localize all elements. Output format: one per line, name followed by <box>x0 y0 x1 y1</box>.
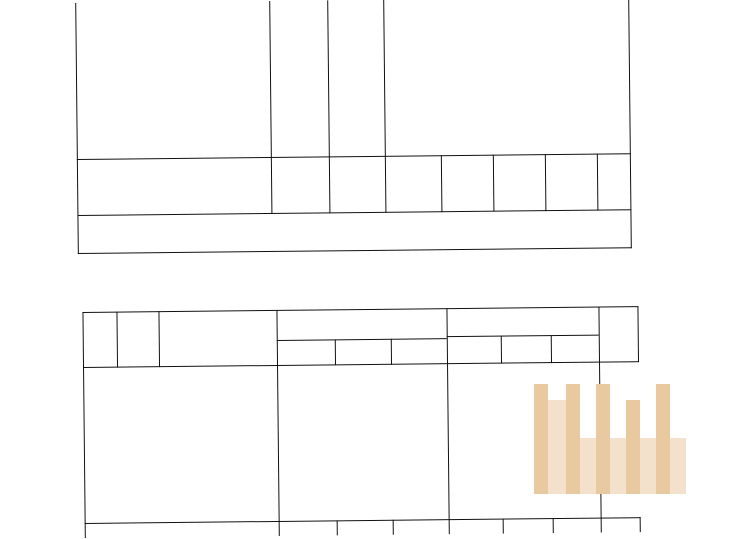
header-loggia <box>447 345 501 346</box>
itogo-total <box>271 172 325 173</box>
itogo-aux <box>385 171 441 172</box>
header-char-1 <box>159 321 277 322</box>
watermark-logo <box>534 384 686 494</box>
t2-floor-border <box>116 312 118 368</box>
header-incl <box>335 331 447 332</box>
header-top-border <box>82 306 638 313</box>
bottom-totals-border <box>85 517 641 524</box>
header-char-3 <box>159 347 277 348</box>
summer-area-divider <box>447 335 599 338</box>
bt-total-border <box>337 520 338 535</box>
col-height-border <box>597 154 599 211</box>
t2-right-border <box>637 306 639 362</box>
top-room-list <box>0 0 731 4</box>
col-balcony-border <box>493 155 495 212</box>
header-balcony <box>501 344 551 345</box>
totals-bottom-border <box>77 209 631 216</box>
nonres-aux <box>385 184 441 185</box>
col-aux-border <box>383 0 386 213</box>
header-summer-area <box>447 315 599 317</box>
col-main-border <box>327 0 330 213</box>
totals-top-border <box>77 153 631 160</box>
bt-right-border <box>640 517 641 532</box>
nonres-main <box>329 185 381 186</box>
bt-loggia-border <box>503 519 504 534</box>
t2-main-border <box>391 339 392 365</box>
t2-left-border <box>82 312 85 538</box>
t2-nn-border <box>158 311 160 367</box>
t2-total-border <box>335 339 336 365</box>
t2-aux-border <box>446 308 449 534</box>
header-total <box>277 347 335 348</box>
bottom-totals-aux <box>393 523 447 524</box>
bottom-totals-total <box>279 525 333 526</box>
nonres-total <box>271 185 325 186</box>
t2-balcony-border <box>551 335 552 363</box>
header-char-2 <box>159 334 277 335</box>
summer-value <box>272 226 326 227</box>
incl-aux <box>385 197 441 198</box>
total-area-divider <box>277 338 447 341</box>
bottom-totals-main <box>337 525 389 526</box>
col-total-border <box>269 1 272 214</box>
header-main <box>335 347 391 348</box>
bt-main-border <box>393 520 394 535</box>
summer-bottom-border <box>78 247 632 254</box>
table-right-border <box>628 0 632 248</box>
header-other <box>551 344 599 345</box>
itogo-main <box>329 172 381 173</box>
bt-balcony-border <box>553 518 554 533</box>
t2-char-border <box>276 310 279 536</box>
bottom-room-list <box>0 0 731 4</box>
header-bottom-border <box>83 361 639 368</box>
col-loggia-border <box>441 155 443 212</box>
table-left-border <box>75 3 79 254</box>
incl-total <box>271 198 325 199</box>
t2-loggia-border <box>501 336 502 364</box>
col-other-border <box>545 154 547 211</box>
header-total-area <box>277 317 447 319</box>
incl-main <box>329 198 381 199</box>
header-aux <box>391 346 447 347</box>
